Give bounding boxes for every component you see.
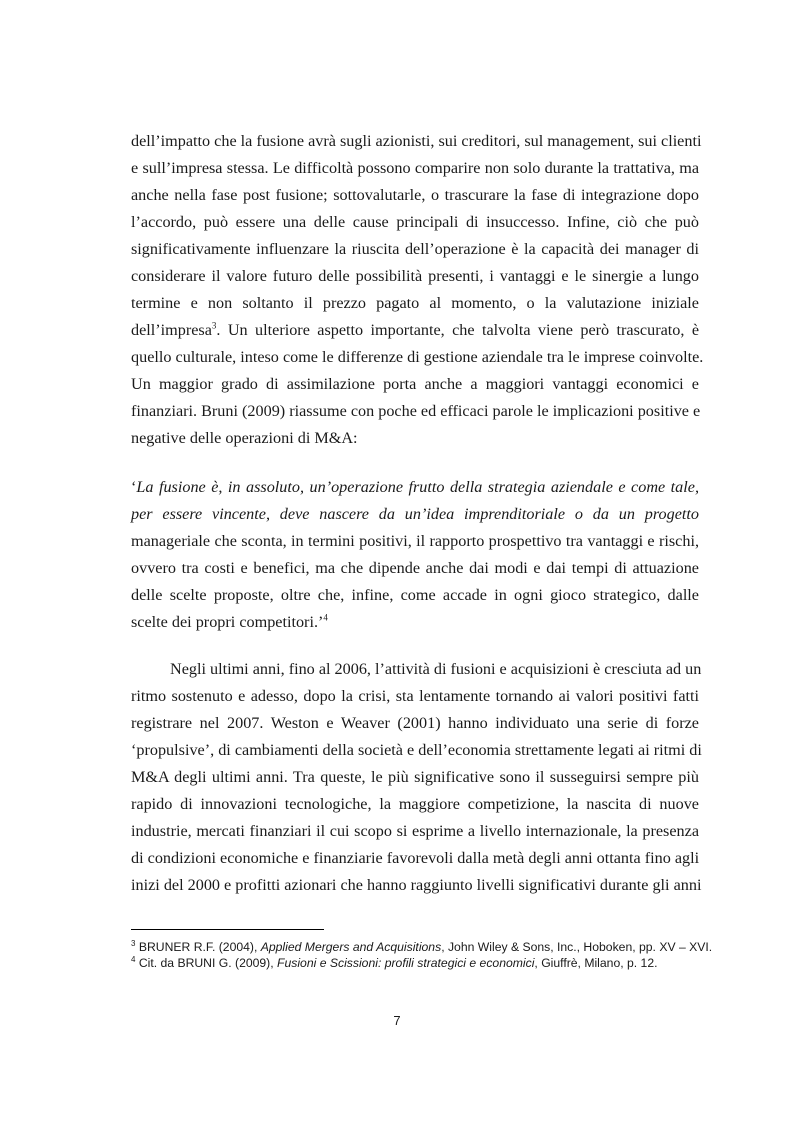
text-line: di condizioni economiche e finanziarie favorevoli dalla metà degli anni ottanta fino agli [131, 849, 700, 867]
quote-line: delle scelte proposte, oltre che, infine, come accade in ogni gioco strategico, dalle [131, 586, 699, 604]
text-line-with-footnote-ref [131, 320, 699, 340]
footnote-title: Applied Mergers and Acquisitions [260, 940, 442, 954]
footnote-text: BRUNER R.F. (2004), [135, 940, 261, 954]
quote-line: per essere vincente, deve nascere da un’idea imprenditoriale o da un progetto [131, 505, 699, 523]
quote-line [131, 612, 699, 632]
footnote-title: Fusioni e Scissioni: profili strategici e economici [277, 956, 535, 970]
text-line: anche nella fase post fusione; sottovalutarle, o trascurare la fase di integrazione dopo [131, 186, 699, 204]
text-line: e sull’impresa stessa. Le difficoltà possono comparire non solo durante la trattativa, ma [131, 159, 699, 177]
quote-text: scelte dei propri competitori.’ [131, 613, 324, 631]
text-segment: . Un ulteriore aspetto importante, che talvolta viene però trascurato, è [216, 321, 699, 339]
footnote-text: , John Wiley & Sons, Inc., Hoboken, pp. XV – XVI. [441, 940, 713, 954]
text-line: l’accordo, può essere una delle cause principali di insuccesso. Infine, ciò che può [131, 213, 699, 231]
footnote-ref-4: 4 [323, 612, 328, 623]
quote-line [131, 477, 699, 497]
text-segment: dell’impresa [131, 321, 212, 339]
footnote-ref-3: 3 [211, 320, 217, 331]
quote-line: ovvero tra costi e benefici, ma che dipende anche dai modi e dai tempi di attuazione [131, 559, 699, 577]
page-number: 7 [393, 1013, 401, 1028]
text-line: Un maggior grado di assimilazione porta anche a maggiori vantaggi economici e [131, 375, 699, 393]
text-line: termine e non soltanto il prezzo pagato al momento, o la valutazione iniziale [131, 294, 699, 312]
footnote-4 [131, 955, 701, 971]
text-line: negative delle operazioni di M&A: [131, 429, 358, 447]
text-line: dell’impatto che la fusione avrà sugli azionisti, sui creditori, sul management, sui clienti [131, 132, 702, 150]
footnote-marker: 4 [131, 954, 136, 964]
quote-line: manageriale che sconta, in termini positivi, il rapporto prospettivo tra vantaggi e rischi, [131, 532, 699, 550]
text-line: M&A degli ultimi anni. Tra queste, le più significative sono il susseguirsi sempre più [131, 768, 699, 786]
text-line: inizi del 2000 e profitti azionari che hanno raggiunto livelli significativi durante gli anni [131, 876, 702, 894]
footnote-3 [131, 938, 713, 955]
footnote-separator [131, 929, 324, 930]
text-line: industrie, mercati finanziari il cui scopo si esprime a livello internazionale, la presenza [131, 822, 699, 840]
text-line: considerare il valore futuro delle possibilità presenti, i vantaggi e le sinergie a lungo [131, 267, 699, 285]
text-line: finanziari. Bruni (2009) riassume con poche ed efficaci parole le implicazioni positive e [131, 402, 701, 420]
text-line: registrare nel 2007. Weston e Weaver (2001) hanno individuato una serie di forze [131, 714, 699, 732]
quote-italic-text: La fusione è, in assoluto, un’operazione frutto della strategia aziendale e come tale, [136, 478, 699, 496]
text-line: ritmo sostenuto e adesso, dopo la crisi, sta lentamente tornando ai valori positivi fatti [131, 687, 699, 705]
text-line: significativamente influenzare la riuscita dell’operazione è la capacità dei manager di [131, 240, 699, 258]
text-line: quello culturale, inteso come le differenze di gestione aziendale tra le imprese coinvolte. [131, 348, 704, 366]
footnote-marker: 3 [131, 938, 136, 948]
text-line: rapido di innovazioni tecnologiche, la maggiore competizione, la nascita di nuove [131, 795, 699, 813]
text-line: Negli ultimi anni, fino al 2006, l’attività di fusioni e acquisizioni è cresciuta ad un [170, 660, 702, 678]
text-line: ‘propulsive’, di cambiamenti della società e dell’economia strettamente legati ai ritmi di [131, 741, 702, 759]
quote-open-mark: ‘ [131, 478, 137, 496]
footnote-text: , Giuffrè, Milano, p. 12. [534, 956, 658, 970]
footnote-text: Cit. da BRUNI G. (2009), [135, 956, 278, 970]
